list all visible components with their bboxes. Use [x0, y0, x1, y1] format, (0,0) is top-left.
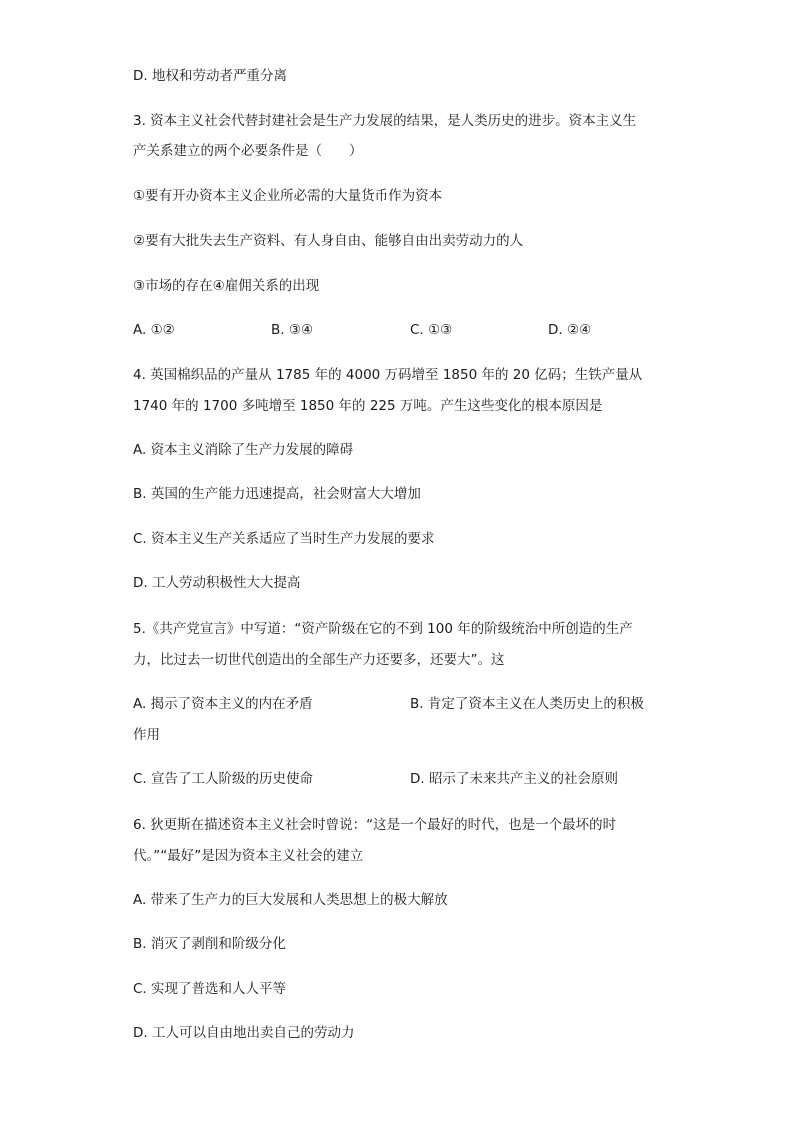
q6-stem-line1: 6. 狄更斯在描述资本主义社会时曾说：“这是一个最好的时代，也是一个最坏的时	[133, 817, 617, 833]
q5-stem-line2: 力，比过去一切世代创造出的全部生产力还要多，还要大”。这	[133, 652, 505, 668]
q4-option-c: C. 资本主义生产关系适应了当时生产力发展的要求	[133, 531, 435, 547]
q5-stem-line1: 5.《共产党宣言》中写道：“资产阶级在它的不到 100 年的阶级统治中所创造的生产	[133, 621, 633, 637]
q5-option-c: C. 宣告了工人阶级的历史使命	[133, 771, 314, 787]
q3-stem-line1: 3. 资本主义社会代替封建社会是生产力发展的结果，是人类历史的进步。资本主义生	[133, 113, 637, 129]
q6-option-c: C. 实现了普选和人人平等	[133, 981, 287, 997]
q5-option-b-line2: 作用	[133, 727, 160, 743]
q4-option-a: A. 资本主义消除了生产力发展的障碍	[133, 442, 354, 458]
q4-option-b: B. 英国的生产能力迅速提高，社会财富大大增加	[133, 486, 421, 502]
q3-option-a: A. ①②	[133, 322, 175, 338]
q4-stem-line2: 1740 年的 1700 多吨增至 1850 年的 225 万吨。产生这些变化的根本原因是	[133, 398, 603, 414]
q6-option-a: A. 带来了生产力的巨大发展和人类思想上的极大解放	[133, 892, 448, 908]
q6-stem-line2: 代。”“最好”是因为资本主义社会的建立	[133, 848, 364, 864]
q4-stem-line1: 4. 英国棉织品的产量从 1785 年的 4000 万码增至 1850 年的 20 亿码；生铁产量从	[133, 367, 643, 383]
q5-option-d: D. 昭示了未来共产主义的社会原则	[410, 771, 618, 787]
q4-option-d: D. 工人劳动积极性大大提高	[133, 575, 301, 591]
q6-option-b: B. 消灭了剥削和阶级分化	[133, 936, 286, 952]
q3-option-b: B. ③④	[271, 322, 314, 338]
q3-item-2: ②要有大批失去生产资料、有人身自由、能够自由出卖劳动力的人	[133, 233, 524, 249]
q3-stem-line2: 产关系建立的两个必要条件是（ ）	[133, 143, 363, 159]
q6-option-d: D. 工人可以自由地出卖自己的劳动力	[133, 1025, 355, 1041]
q3-item-1: ①要有开办资本主义企业所必需的大量货币作为资本	[133, 188, 443, 204]
q5-option-b-line1: B. 肯定了资本主义在人类历史上的积极	[410, 696, 644, 712]
q3-option-c: C. ①③	[410, 322, 453, 338]
q2-option-d: D. 地权和劳动者严重分离	[133, 68, 287, 84]
q5-option-a: A. 揭示了资本主义的内在矛盾	[133, 696, 313, 712]
q3-option-d: D. ②④	[548, 322, 592, 338]
q3-item-3: ③市场的存在④雇佣关系的出现	[133, 278, 320, 294]
